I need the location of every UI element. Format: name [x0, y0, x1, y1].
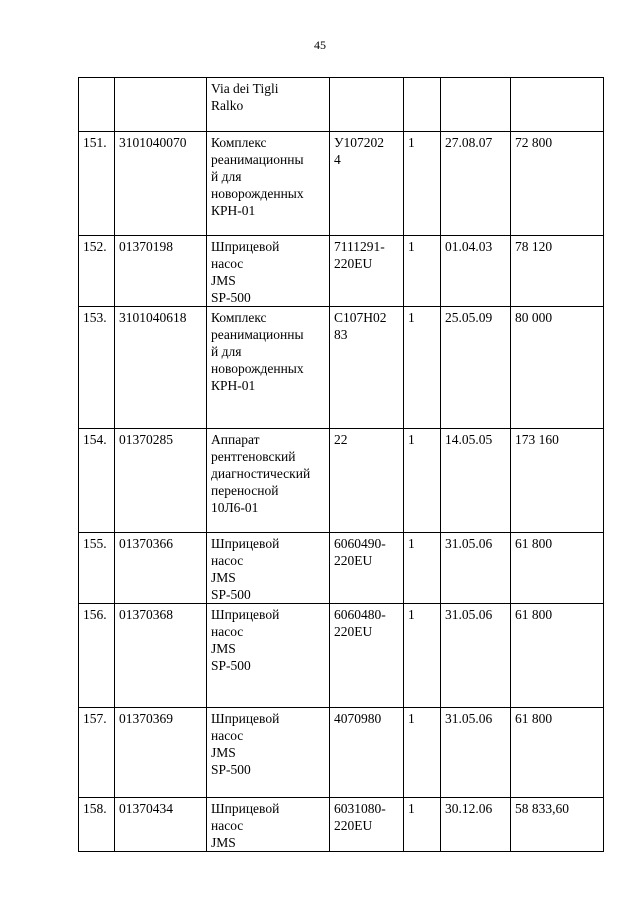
- quantity-cell: [404, 132, 441, 236]
- page-number: 45: [314, 38, 326, 52]
- row-number-cell: [79, 78, 115, 132]
- serial-number-cell: [330, 236, 404, 307]
- serial-number-cell: [330, 604, 404, 708]
- date-cell: [441, 798, 511, 852]
- cell-text: 1: [408, 536, 415, 551]
- cell-text: 155.: [83, 536, 107, 551]
- quantity-cell: [404, 533, 441, 604]
- cell-text: 152.: [83, 239, 107, 254]
- row-number-cell: [79, 798, 115, 852]
- cell-line: SP-500: [211, 290, 251, 305]
- cell-text: 61 800: [515, 607, 553, 622]
- amount-cell: [511, 798, 604, 852]
- cell-line: Via dei Tigli: [211, 81, 279, 96]
- item-name-cell: [207, 78, 330, 132]
- date-cell: [441, 708, 511, 798]
- cell-text: 61 800: [515, 711, 553, 726]
- cell-text: 80 000: [515, 310, 553, 325]
- table-row: [79, 78, 604, 132]
- cell-line: С107Н02: [334, 310, 387, 325]
- row-number-cell: [79, 604, 115, 708]
- cell-line: У107202: [334, 135, 385, 150]
- cell-text: 30.12.06: [445, 801, 493, 816]
- inventory-number-cell: [115, 132, 207, 236]
- table-row: [79, 236, 604, 307]
- inventory-number-cell: [115, 236, 207, 307]
- quantity-cell: [404, 236, 441, 307]
- cell-line: насос: [211, 553, 244, 568]
- cell-line: SP-500: [211, 658, 251, 673]
- item-name-cell: [207, 307, 330, 429]
- cell-line: 6060480-: [334, 607, 386, 622]
- cell-line: Шприцевой: [211, 711, 280, 726]
- cell-line: й для: [211, 344, 242, 359]
- cell-line: Комплекс: [211, 135, 267, 150]
- quantity-cell: [404, 708, 441, 798]
- cell-line: Ralko: [211, 98, 244, 113]
- cell-line: насос: [211, 256, 244, 271]
- cell-text: 3101040070: [119, 135, 187, 150]
- quantity-cell: [404, 798, 441, 852]
- cell-line: JMS: [211, 641, 236, 656]
- cell-text: 58 833,60: [515, 801, 569, 816]
- date-cell: [441, 429, 511, 533]
- cell-line: 4: [334, 152, 341, 167]
- serial-number-cell: [330, 798, 404, 852]
- amount-cell: [511, 78, 604, 132]
- table-row: [79, 132, 604, 236]
- cell-line: JMS: [211, 835, 236, 850]
- cell-line: реанимационны: [211, 327, 304, 342]
- cell-text: 1: [408, 135, 415, 150]
- inventory-number-cell: [115, 708, 207, 798]
- cell-text: 01.04.03: [445, 239, 493, 254]
- cell-text: 27.08.07: [445, 135, 493, 150]
- inventory-number-cell: [115, 78, 207, 132]
- cell-line: 220EU: [334, 818, 373, 833]
- amount-cell: [511, 429, 604, 533]
- table-row: [79, 307, 604, 429]
- item-name-cell: [207, 533, 330, 604]
- cell-line: новорожденных: [211, 186, 304, 201]
- cell-text: 61 800: [515, 536, 553, 551]
- inventory-number-cell: [115, 604, 207, 708]
- date-cell: [441, 236, 511, 307]
- quantity-cell: [404, 78, 441, 132]
- inventory-table: [78, 77, 604, 852]
- table-row: [79, 708, 604, 798]
- cell-text: 01370198: [119, 239, 173, 254]
- cell-line: 4070980: [334, 711, 382, 726]
- row-number-cell: [79, 236, 115, 307]
- inventory-number-cell: [115, 429, 207, 533]
- cell-line: Шприцевой: [211, 801, 280, 816]
- table-row: [79, 798, 604, 852]
- quantity-cell: [404, 429, 441, 533]
- cell-line: 7111291-: [334, 239, 385, 254]
- cell-line: КРН-01: [211, 378, 256, 393]
- cell-line: насос: [211, 624, 244, 639]
- cell-line: SP-500: [211, 587, 251, 602]
- cell-text: 153.: [83, 310, 107, 325]
- cell-line: переносной: [211, 483, 279, 498]
- cell-line: насос: [211, 728, 244, 743]
- serial-number-cell: [330, 307, 404, 429]
- cell-line: 220EU: [334, 624, 373, 639]
- inventory-number-cell: [115, 533, 207, 604]
- cell-line: насос: [211, 818, 244, 833]
- cell-text: 01370434: [119, 801, 173, 816]
- cell-line: Комплекс: [211, 310, 267, 325]
- cell-text: 1: [408, 711, 415, 726]
- date-cell: [441, 604, 511, 708]
- cell-text: 01370366: [119, 536, 173, 551]
- serial-number-cell: [330, 78, 404, 132]
- cell-line: 22: [334, 432, 348, 447]
- cell-line: КРН-01: [211, 203, 256, 218]
- cell-line: новорожденных: [211, 361, 304, 376]
- cell-line: й для: [211, 169, 242, 184]
- cell-line: диагностический: [211, 466, 311, 481]
- cell-line: 6060490-: [334, 536, 386, 551]
- cell-line: реанимационны: [211, 152, 304, 167]
- cell-line: рентгеновский: [211, 449, 296, 464]
- cell-text: 3101040618: [119, 310, 187, 325]
- amount-cell: [511, 708, 604, 798]
- cell-text: 154.: [83, 432, 107, 447]
- cell-text: 1: [408, 801, 415, 816]
- item-name-cell: [207, 132, 330, 236]
- item-name-cell: [207, 708, 330, 798]
- amount-cell: [511, 307, 604, 429]
- cell-text: 158.: [83, 801, 107, 816]
- table-row: [79, 533, 604, 604]
- cell-text: 173 160: [515, 432, 559, 447]
- item-name-cell: [207, 604, 330, 708]
- row-number-cell: [79, 307, 115, 429]
- cell-line: Шприцевой: [211, 239, 280, 254]
- cell-text: 78 120: [515, 239, 553, 254]
- row-number-cell: [79, 132, 115, 236]
- cell-text: 157.: [83, 711, 107, 726]
- item-name-cell: [207, 236, 330, 307]
- cell-line: 6031080-: [334, 801, 386, 816]
- serial-number-cell: [330, 533, 404, 604]
- cell-line: 83: [334, 327, 348, 342]
- cell-text: 1: [408, 607, 415, 622]
- cell-text: 01370285: [119, 432, 173, 447]
- cell-text: 1: [408, 239, 415, 254]
- cell-text: 31.05.06: [445, 536, 493, 551]
- cell-text: 14.05.05: [445, 432, 493, 447]
- cell-line: Шприцевой: [211, 536, 280, 551]
- cell-line: Аппарат: [211, 432, 260, 447]
- serial-number-cell: [330, 708, 404, 798]
- amount-cell: [511, 533, 604, 604]
- cell-line: 220EU: [334, 553, 373, 568]
- cell-line: 10Л6-01: [211, 500, 259, 515]
- cell-line: 220EU: [334, 256, 373, 271]
- cell-line: JMS: [211, 273, 236, 288]
- cell-text: 01370368: [119, 607, 173, 622]
- quantity-cell: [404, 604, 441, 708]
- cell-line: JMS: [211, 745, 236, 760]
- cell-text: 72 800: [515, 135, 553, 150]
- amount-cell: [511, 604, 604, 708]
- cell-line: Шприцевой: [211, 607, 280, 622]
- amount-cell: [511, 132, 604, 236]
- date-cell: [441, 533, 511, 604]
- cell-text: 156.: [83, 607, 107, 622]
- cell-text: 25.05.09: [445, 310, 493, 325]
- table-row: [79, 429, 604, 533]
- row-number-cell: [79, 429, 115, 533]
- quantity-cell: [404, 307, 441, 429]
- inventory-number-cell: [115, 798, 207, 852]
- cell-text: 1: [408, 310, 415, 325]
- date-cell: [441, 307, 511, 429]
- date-cell: [441, 78, 511, 132]
- cell-line: JMS: [211, 570, 236, 585]
- cell-text: 31.05.06: [445, 607, 493, 622]
- cell-text: 1: [408, 432, 415, 447]
- serial-number-cell: [330, 429, 404, 533]
- row-number-cell: [79, 708, 115, 798]
- serial-number-cell: [330, 132, 404, 236]
- amount-cell: [511, 236, 604, 307]
- inventory-number-cell: [115, 307, 207, 429]
- cell-text: 01370369: [119, 711, 173, 726]
- item-name-cell: [207, 798, 330, 852]
- cell-line: SP-500: [211, 762, 251, 777]
- item-name-cell: [207, 429, 330, 533]
- cell-text: 31.05.06: [445, 711, 493, 726]
- cell-text: 151.: [83, 135, 107, 150]
- row-number-cell: [79, 533, 115, 604]
- date-cell: [441, 132, 511, 236]
- table-row: [79, 604, 604, 708]
